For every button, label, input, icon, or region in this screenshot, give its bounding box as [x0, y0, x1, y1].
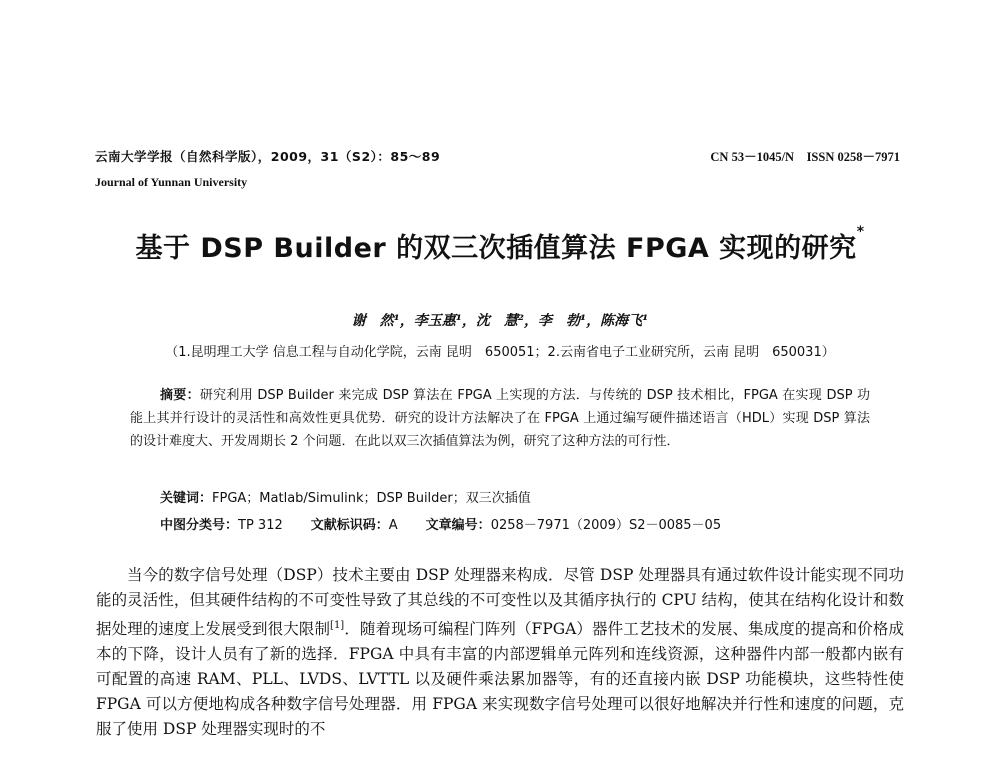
issn-info: CN 53－1045/N ISSN 0258－7971	[710, 150, 900, 164]
journal-name-en: Journal of Yunnan University	[95, 175, 248, 189]
keywords-text: FPGA；Matlab/Simulink；DSP Builder；双三次插值	[212, 491, 531, 506]
body-text-part2: ．随着现场可编程门阵列（FPGA）器件工艺技术的发展、集成度的提高和价格成本的下降，设计人员有了新的选择．FPGA 中具有丰富的内部逻辑单元阵列和连线资源，这种器件内部一般都内嵌有可配置的高速 RAM、PLL、LVDS、LVTTL 以及硬件乘法累加器等，有的还直接内嵌 DSP 功能模块，这些特性使 FPGA 可以方便地构成各种数字信号处理器．用 FPGA 来实现数字信号处理可以很好地解决并行性和速度的问题，克服了使用 DSP 处理器实现时的不	[96, 620, 904, 739]
article-number-label: 文章编号：	[425, 518, 491, 533]
title-text: 基于 DSP Builder 的双三次插值算法 FPGA 实现的研究	[135, 233, 857, 264]
classification-line	[160, 514, 721, 533]
body-text-part1: 当今的数字信号处理（DSP）技术主要由 DSP 处理器来构成．尽管 DSP 处理器具有通过软件设计能实现不同功能的灵活性，但其硬件结构的不可变性导致了其总线的不可变性以及其循序执行的 CPU 结构，使其在结构化设计和数据处理的速度上发展受到很大限制	[96, 566, 904, 639]
paper-title	[0, 226, 1000, 265]
keywords	[160, 487, 531, 506]
abstract-label: 摘要：	[160, 388, 200, 403]
journal-header	[95, 147, 440, 190]
abstract	[130, 384, 870, 453]
article-number-value: 0258－7971（2009）S2－0085－05	[490, 518, 722, 533]
journal-name-cn: 云南大学学报（自然科学版），2009，31（S2）：85～89	[95, 149, 441, 164]
body-paragraph	[96, 563, 904, 742]
clc-value: TP 312	[238, 518, 283, 533]
doc-code-label: 文献标识码：	[310, 518, 389, 533]
title-footnote-mark: *	[856, 224, 865, 240]
doc-code-value: A	[388, 518, 398, 533]
citation-ref: [1]	[330, 620, 345, 631]
affiliation: （1.昆明理工大学 信息工程与自动化学院，云南 昆明 650051；2.云南省电子工业研究所，云南 昆明 650031）	[165, 345, 835, 360]
clc-label: 中图分类号：	[160, 518, 239, 533]
keywords-label: 关键词：	[160, 491, 213, 506]
abstract-text: 研究利用 DSP Builder 来完成 DSP 算法在 FPGA 上实现的方法．与传统的 DSP 技术相比，FPGA 在实现 DSP 功能上其并行设计的灵活性和高效性更具优势．研究的设计方法解决了在 FPGA 上通过编写硬件描述语言（HDL）实现 DSP 算法的设计难度大、开发周期长 2 个问题．在此以双三次插值算法为例，研究了这种方法的可行性．	[130, 388, 870, 449]
author-list: 谢 然¹，李玉惠¹，沈 慧²，李 勃¹，陈海飞¹	[351, 313, 649, 329]
